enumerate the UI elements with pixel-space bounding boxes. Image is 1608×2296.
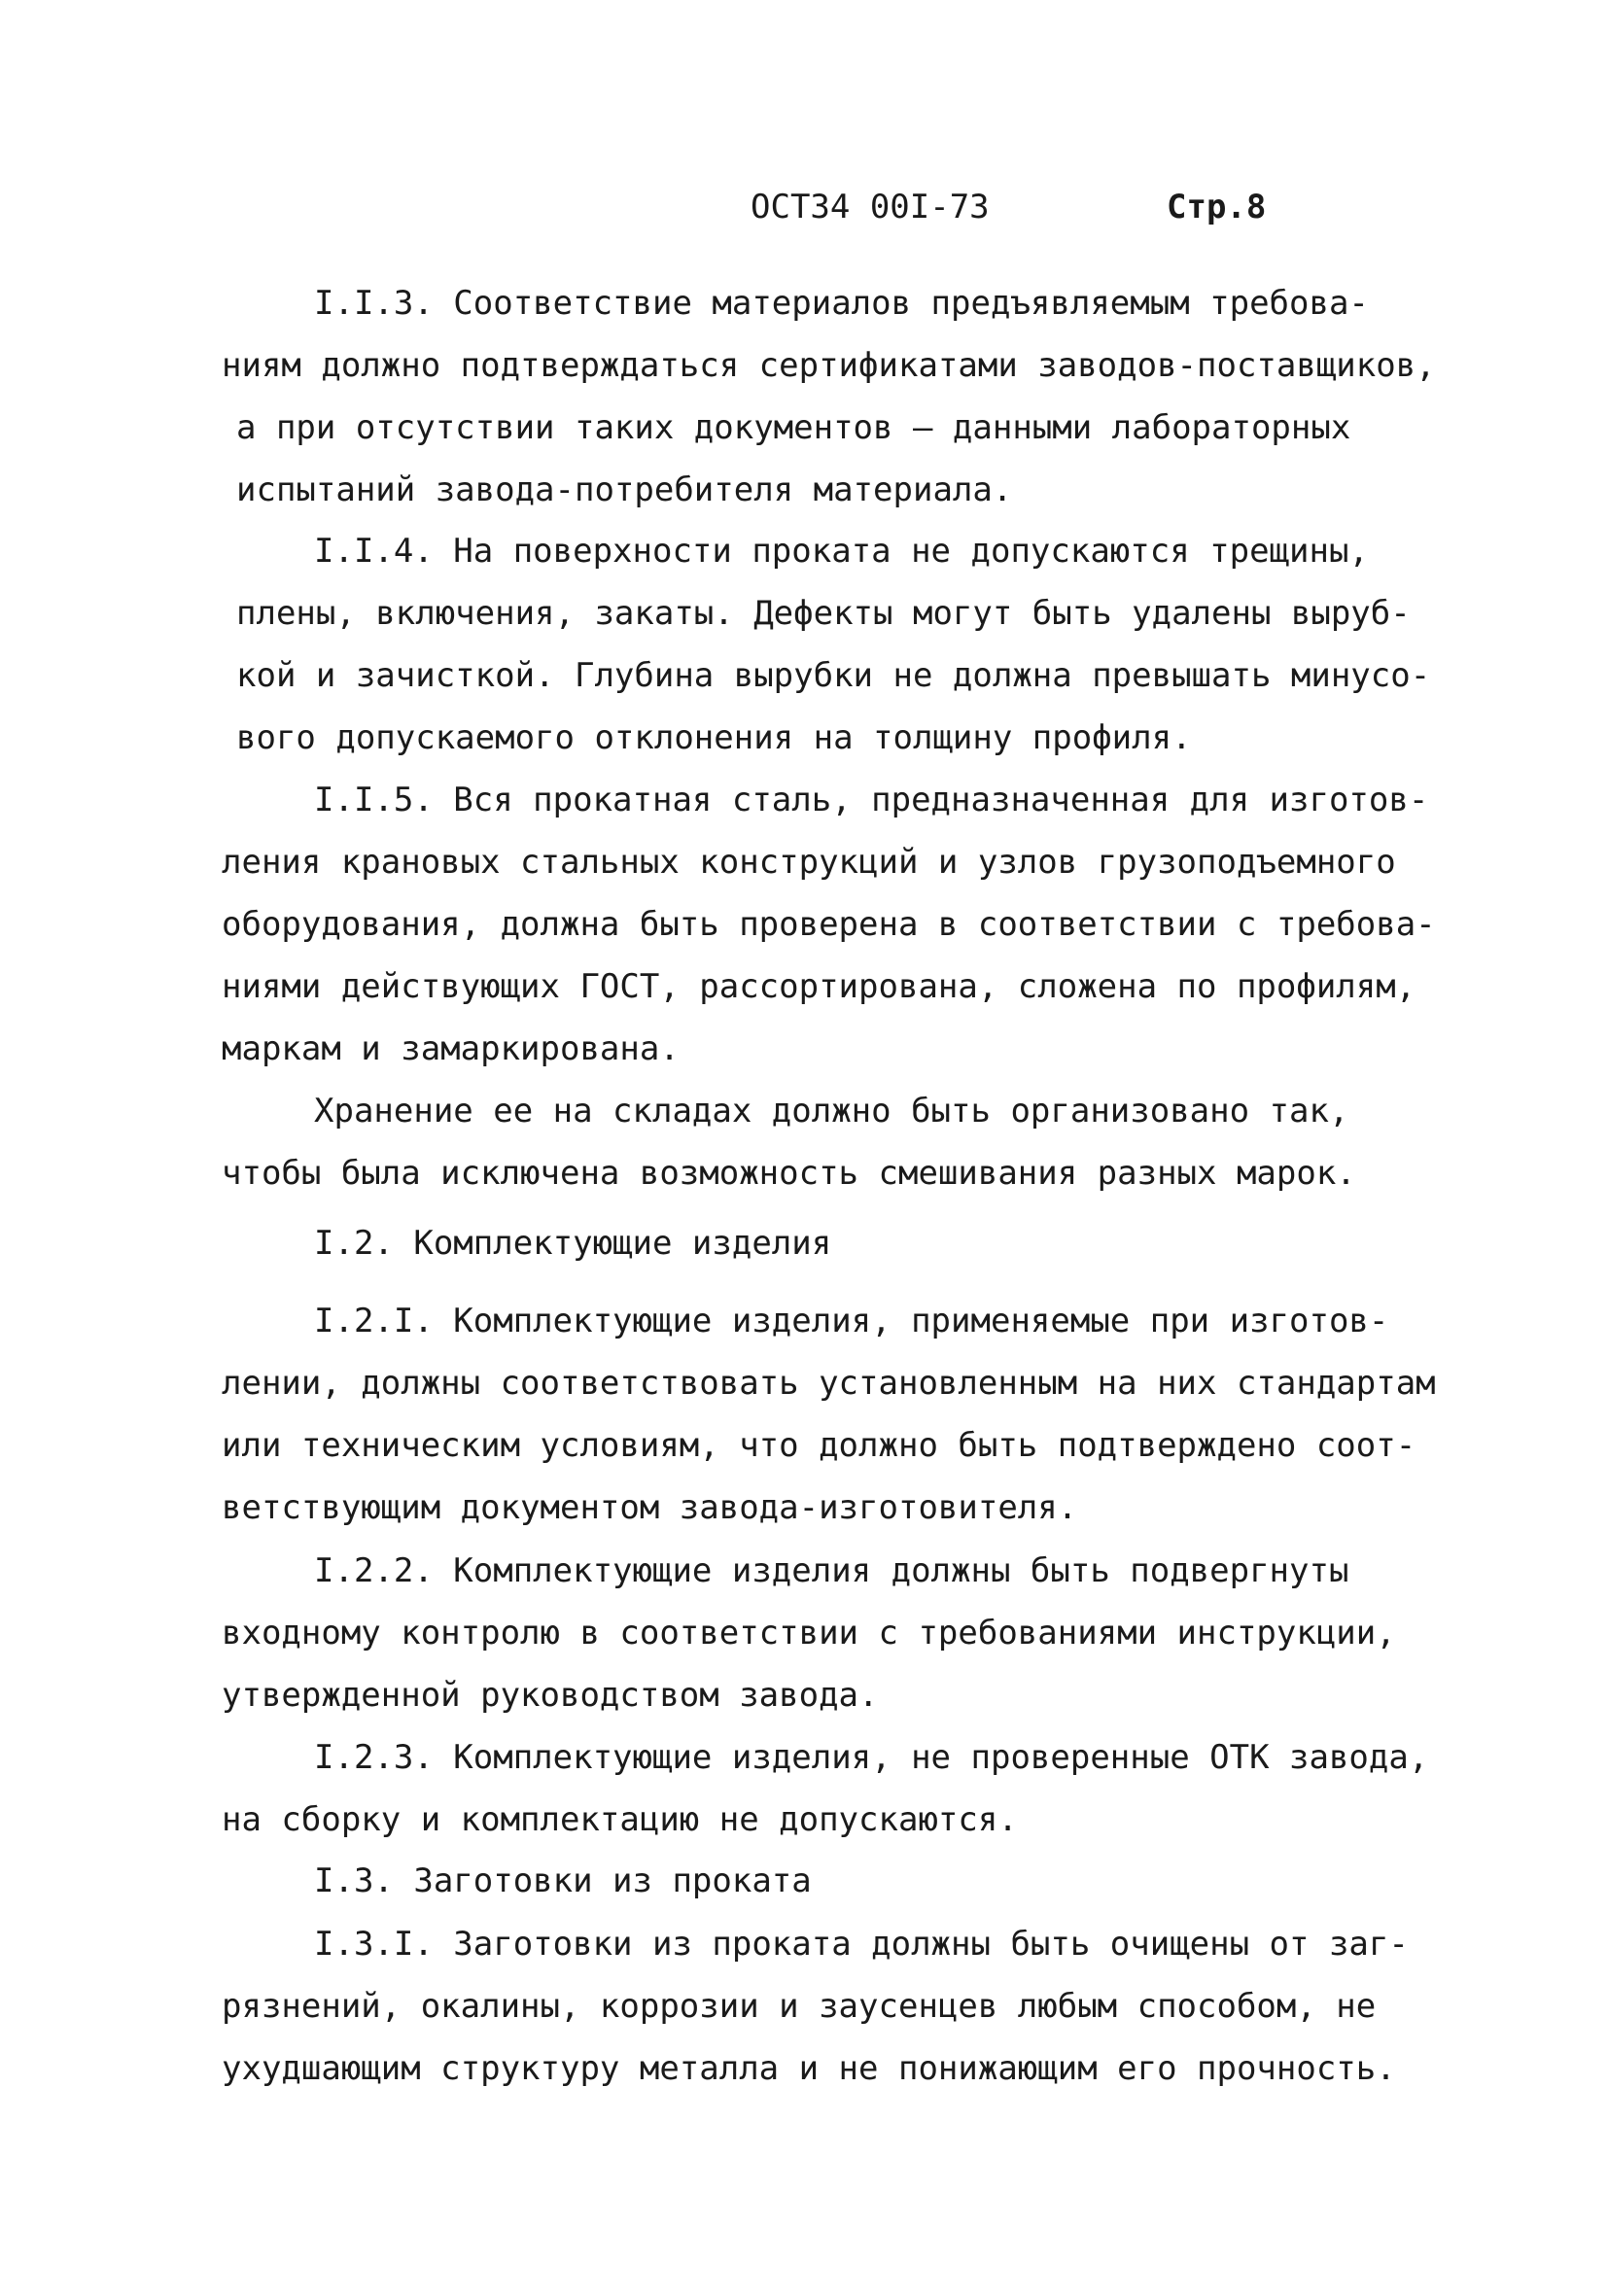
text-line: чтобы была исключена возможность смешивания разных марок. [222, 1154, 1356, 1193]
text-line: а при отсутствии таких документов – данными лабораторных [236, 408, 1351, 447]
text-line: оборудования, должна быть проверена в соответствии с требова- [222, 905, 1436, 944]
text-line: вого допускаемого отклонения на толщину профиля. [236, 718, 1192, 757]
text-line: ниями действующих ГОСТ, рассортирована, сложена по профилям, [222, 967, 1416, 1006]
section-heading: I.3. Заготовки из проката [314, 1861, 812, 1900]
text-line: утвержденной руководством завода. [222, 1676, 879, 1715]
section-heading: I.2. Комплектующие изделия [314, 1224, 832, 1263]
text-line: ветствующим документом завода-изготовителя. [222, 1488, 1078, 1527]
text-line: кой и зачисткой. Глубина вырубки не должна превышать минусо- [236, 656, 1431, 695]
text-line: I.2.3. Комплектующие изделия, не проверенные ОТК завода, [314, 1738, 1429, 1777]
page-number: Стр.8 [1167, 188, 1267, 226]
text-line: ниям должно подтверждаться сертификатами заводов-поставщиков, [222, 346, 1436, 385]
text-line: I.2.2. Комплектующие изделия должны быть подвергнуты [314, 1551, 1349, 1590]
text-line: маркам и замаркирована. [222, 1029, 680, 1068]
text-line: I.3.I. Заготовки из проката должны быть очищены от заг- [314, 1925, 1409, 1964]
text-line: или техническим условиям, что должно быть подтверждено соот- [222, 1426, 1416, 1465]
text-line: рязнений, окалины, коррозии и заусенцев любым способом, не [222, 1987, 1377, 2026]
text-line: Хранение ее на складах должно быть организовано так, [314, 1092, 1349, 1131]
text-line: лении, должны соответствовать установленным на них стандартам [222, 1364, 1436, 1403]
text-line: I.I.4. На поверхности проката не допускаются трещины, [314, 532, 1369, 571]
text-line: ления крановых стальных конструкций и узлов грузоподъемного [222, 843, 1396, 882]
text-line: ухудшающим структуру металла и не понижающим его прочность. [222, 2049, 1396, 2088]
text-line: I.2.I. Комплектующие изделия, применяемые при изготов- [314, 1302, 1389, 1340]
text-line: испытаний завода-потребителя материала. [236, 470, 1013, 509]
text-line: I.I.5. Вся прокатная сталь, предназначенная для изготов- [314, 781, 1429, 819]
text-line: плены, включения, закаты. Дефекты могут быть удалены выруб- [236, 594, 1411, 633]
text-line: на сборку и комплектацию не допускаются. [222, 1800, 1018, 1839]
document-code: ОСТ34 00I-73 [751, 188, 990, 226]
text-line: I.I.3. Соответствие материалов предъявляемым требова- [314, 284, 1369, 323]
text-line: входному контролю в соответствии с требованиями инструкции, [222, 1614, 1396, 1652]
